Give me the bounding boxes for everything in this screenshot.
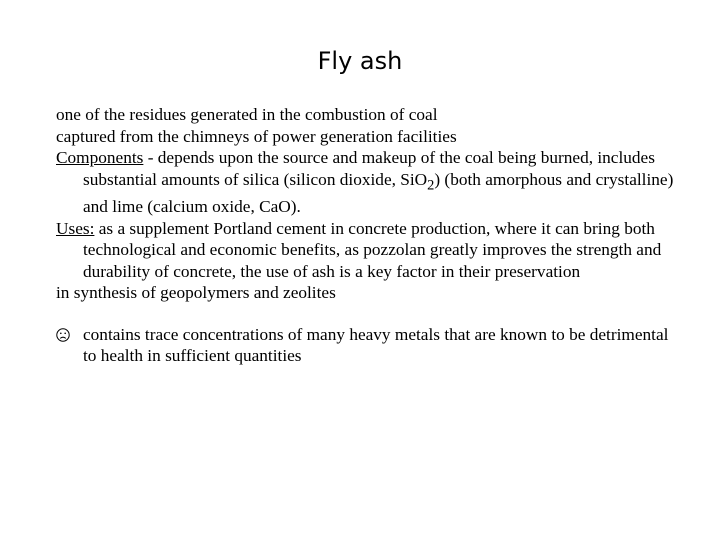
line-text: one of the residues generated in the combustion of coal bbox=[56, 105, 438, 124]
slide-body bbox=[56, 104, 686, 367]
warning-bullet bbox=[56, 324, 686, 367]
warning-text: contains trace concentrations of many heavy metals that are known to be detrimental to health in sufficient quantities bbox=[83, 324, 669, 366]
uses-label: Uses: bbox=[56, 218, 95, 238]
uses-paragraph bbox=[56, 218, 686, 283]
components-text-b: ) (both amorphous and crystalline) and lime (calcium oxide, CaO). bbox=[83, 169, 674, 217]
line-text: in synthesis of geopolymers and zeolites bbox=[56, 283, 336, 303]
frowning-face-icon bbox=[56, 328, 70, 342]
line-text: captured from the chimneys of power generation facilities bbox=[56, 126, 457, 146]
components-subscript: 2 bbox=[427, 176, 435, 193]
components-text-a: - depends upon the source and makeup of the coal being burned, includes substantial amounts of silica (silicon dioxide, SiO bbox=[83, 148, 655, 189]
spacer bbox=[56, 304, 686, 324]
components-paragraph bbox=[56, 147, 686, 218]
text-line bbox=[56, 282, 686, 304]
components-label: Components bbox=[56, 148, 144, 167]
uses-text: as a supplement Portland cement in concrete production, where it can bring both technological and economic benefits, as pozzolan greatly improves the strength and durability of concrete, the use of ash is a key factor in their preservation bbox=[83, 218, 662, 281]
text-line bbox=[56, 104, 686, 126]
text-line bbox=[56, 126, 686, 148]
slide-title: Fly ash bbox=[317, 47, 403, 75]
